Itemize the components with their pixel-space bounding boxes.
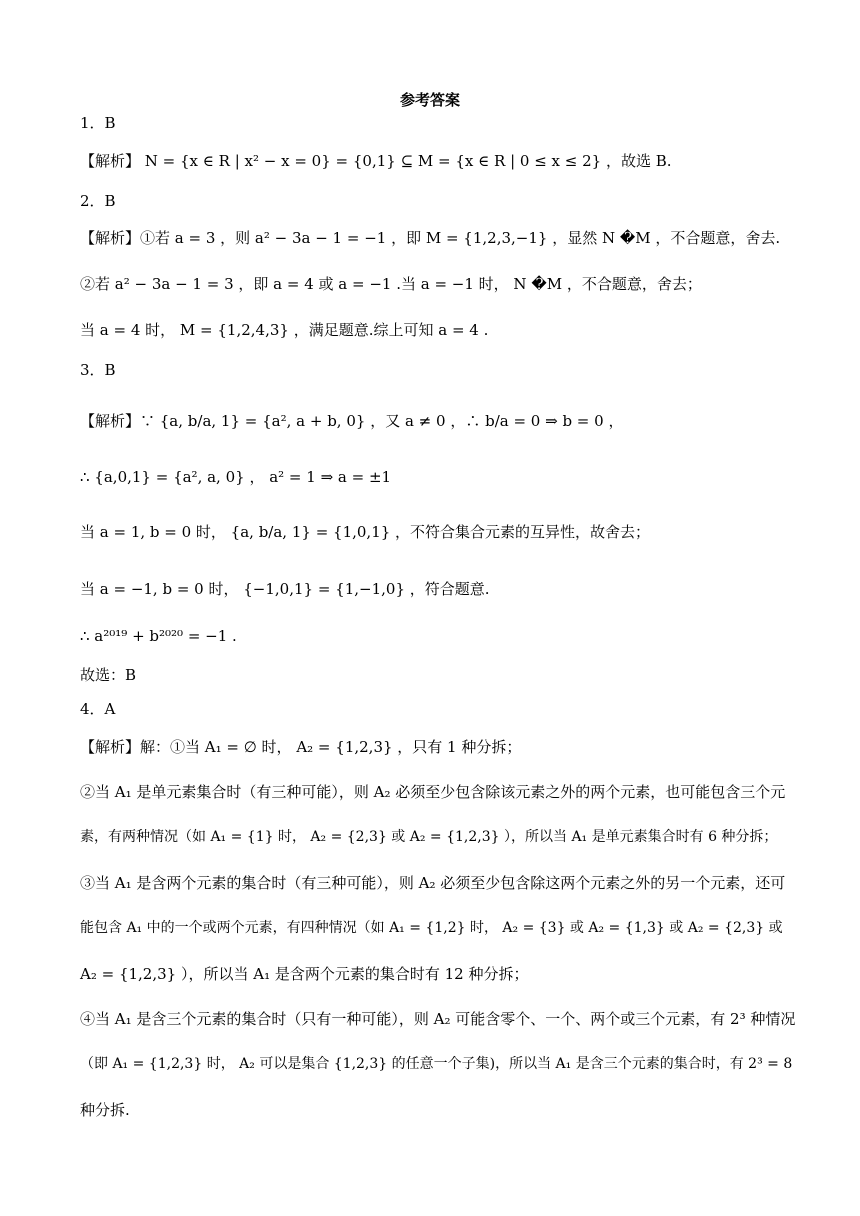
- answer-3-explanation-line: 当 a = 1, b = 0 时， {a, b/a, 1} = {1,0,1} ，不符合集合元素的互异性，故舍去；: [80, 523, 651, 541]
- answer-4-explanation-line: 能包含 A₁ 中的一个或两个元素，有四种情况（如 A₁ = {1,2} 时， A₂ = {3} 或 A₂ = {1,3} 或 A₂ = {2,3} 或: [80, 920, 783, 936]
- answer-4-label: 4．A: [80, 700, 116, 718]
- answer-3-explanation-line: ∴ a²⁰¹⁹ + b²⁰²⁰ = −1 .: [80, 627, 237, 645]
- answer-3-explanation-line: 当 a = −1, b = 0 时， {−1,0,1} = {1,−1,0} ，符合题意.: [80, 580, 490, 598]
- answer-2-explanation-line: 当 a = 4 时， M = {1,2,4,3} ，满足题意.综上可知 a = 4 .: [80, 321, 489, 339]
- answer-4-explanation-line: A₂ = {1,2,3} ），所以当 A₁ 是含两个元素的集合时有 12 种分拆；: [80, 965, 529, 983]
- answer-2-explanation-line: ②若 a² − 3a − 1 = 3 ，即 a = 4 或 a = −1 .当 a = −1 时， N �M ，不合题意，舍去；: [80, 275, 702, 293]
- answer-4-explanation-line: ④当 A₁ 是含三个元素的集合时（只有一种可能），则 A₂ 可能含零个、一个、两个或三个元素，有 2³ 种情况: [80, 1010, 796, 1028]
- answer-3-label: 3．B: [80, 361, 116, 379]
- answer-2-explanation-line: 【解析】①若 a = 3 ，则 a² − 3a − 1 = −1 ，即 M = {1,2,3,−1} ，显然 N �M ，不合题意，舍去.: [80, 229, 781, 247]
- answer-3-conclusion: 故选：B: [80, 666, 137, 684]
- answer-3-explanation-line: ∴ {a,0,1} = {a², a, 0} ， a² = 1 ⇒ a = ±1: [80, 468, 392, 486]
- answer-4-explanation-line: ③当 A₁ 是含两个元素的集合时（有三种可能），则 A₂ 必须至少包含除这两个元素之外的另一个元素，还可: [80, 874, 786, 892]
- answer-1-label: 1．B: [80, 114, 116, 132]
- answer-2-label: 2．B: [80, 192, 116, 210]
- answer-4-explanation-line: ②当 A₁ 是单元素集合时（有三种可能），则 A₂ 必须至少包含除该元素之外的两个元素，也可能包含三个元: [80, 783, 786, 801]
- answer-4-explanation-line: （即 A₁ = {1,2,3} 时， A₂ 可以是集合 {1,2,3} 的任意一个子集)，所以当 A₁ 是含三个元素的集合时，有 2³ = 8: [80, 1056, 793, 1072]
- page-title: 参考答案: [399, 91, 460, 109]
- answer-1-explanation: 【解析】 N = {x ∈ R | x² − x = 0} = {0,1} ⊆ M = {x ∈ R | 0 ≤ x ≤ 2} ，故选 B.: [80, 152, 672, 170]
- answer-4-explanation-line: 【解析】解：①当 A₁ = ∅ 时， A₂ = {1,2,3} ，只有 1 种分拆；: [80, 738, 522, 756]
- answer-3-explanation-line: 【解析】∵ {a, b/a, 1} = {a², a + b, 0} ，又 a ≠ 0 ，∴ b/a = 0 ⇒ b = 0 ，: [80, 412, 624, 430]
- answer-4-explanation-line: 种分拆.: [80, 1101, 130, 1119]
- answer-4-explanation-line: 素，有两种情况（如 A₁ = {1} 时， A₂ = {2,3} 或 A₂ = {1,2,3} ），所以当 A₁ 是单元素集合时有 6 种分拆；: [80, 829, 778, 845]
